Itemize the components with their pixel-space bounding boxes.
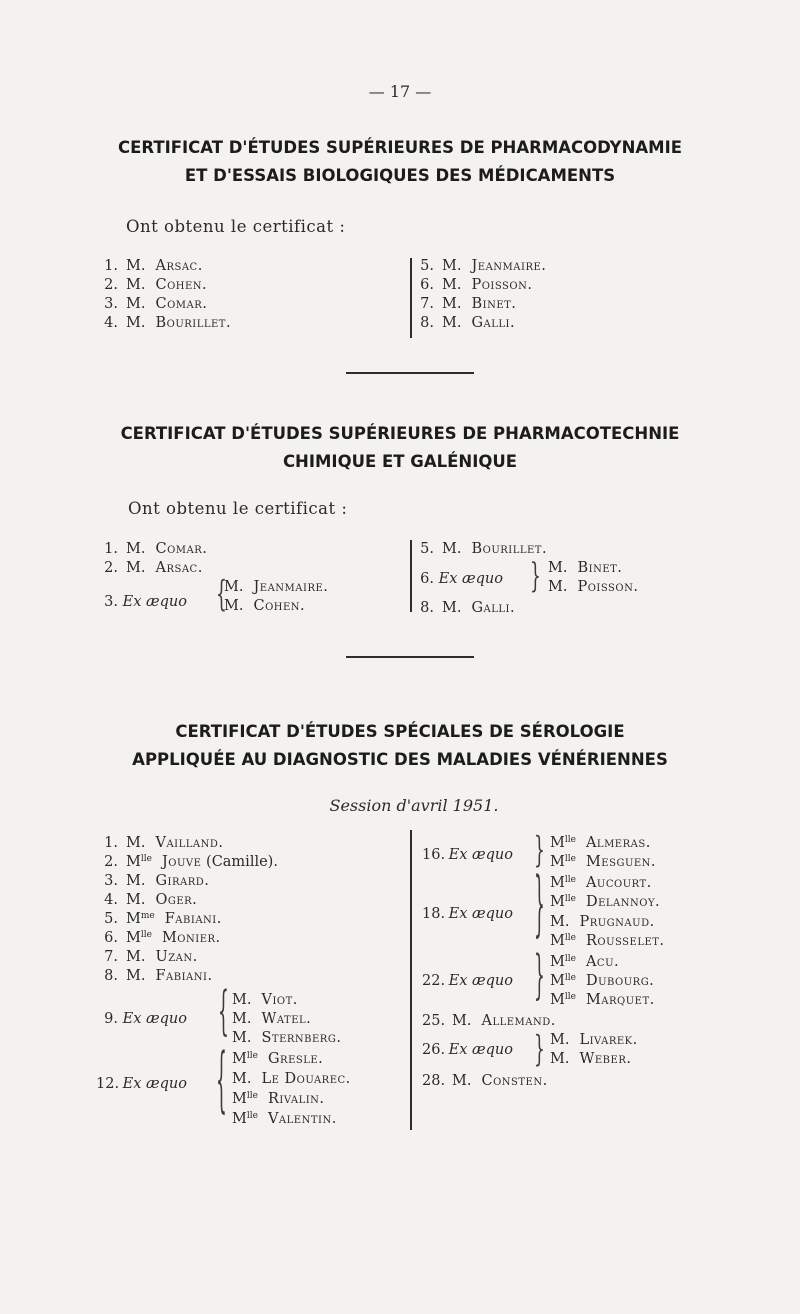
list-item: $M^{lle}$ Rivalin. [232,1091,325,1107]
list-item: 2. M. Arsac. [104,560,203,576]
list-item: 3. M. Comar. [104,296,208,312]
list-item: 8. M. Fabiani. [104,968,213,984]
list-item: 1. M. Arsac. [104,258,203,274]
list-item: $M^{lle}$ Aucourt. [550,875,652,891]
brace-icon: } [530,557,541,597]
list-item: M. Watel. [232,1011,312,1027]
section-1-title-line-1: CERTIFICAT D'ÉTUDES SUPÉRIEURES DE PHARMACODYNAMIE [117,138,683,157]
list-item: 3. M. Girard. [104,873,210,889]
session-label: Session d'avril 1951. [329,796,499,815]
list-item: $M^{lle}$ Valentin. [232,1111,337,1127]
section-2-title-line-1: CERTIFICAT D'ÉTUDES SUPÉRIEURES DE PHARMACOTECHNIE [120,424,680,443]
ex-aequo-label: 6. Ex æquo [420,571,503,587]
list-item: 1. M. Vailland. [104,835,224,851]
list-item: $M^{lle}$ Dubourg. [550,973,655,989]
list-item: M. Livarek. [550,1032,638,1048]
list-item: 8. M. Galli. [420,600,516,616]
section-separator [346,656,474,658]
brace-icon: { [216,573,227,616]
list-item: $M^{lle}$ Almeras. [550,835,651,851]
section-1-title-line-2: ET D'ESSAIS BIOLOGIQUES DES MÉDICAMENTS [184,166,616,185]
list-item: 5. M. Bourillet. [420,541,548,557]
section-1-obtained-label: Ont obtenu le certificat : [126,217,346,236]
list-item: 25. M. Allemand. [422,1013,556,1029]
list-item: M. Weber. [550,1051,632,1067]
list-item: 2. M. Cohen. [104,277,208,293]
list-item: M. Le Douarec. [232,1071,351,1087]
section-3-column-divider [410,830,412,1130]
brace-icon: } [534,1028,545,1071]
section-2-obtained-label: Ont obtenu le certificat : [128,499,348,518]
section-2-title-line-2: CHIMIQUE ET GALÉNIQUE [282,452,518,471]
list-item: M. Jeanmaire. [224,579,329,595]
list-item: 8. M. Galli. [420,315,516,331]
ex-aequo-label: 3. Ex æquo [104,594,187,610]
ex-aequo-label: 16. Ex æquo [422,847,513,863]
brace-icon: } [534,864,545,949]
ex-aequo-label: 18. Ex æquo [422,906,513,922]
list-item: $M^{lle}$ Marquet. [550,992,655,1008]
brace-icon: } [534,945,545,1008]
list-item: 7. M. Binet. [420,296,517,312]
brace-icon: } [534,829,545,872]
list-item: $M^{lle}$ Delannoy. [550,894,661,910]
list-item: 5. M. Jeanmaire. [420,258,547,274]
brace-icon: { [216,1040,227,1125]
list-item: 6. $M^{lle}$ Monier. [104,930,221,946]
list-item: M. Poisson. [548,579,639,595]
section-3-title-line-1: CERTIFICAT D'ÉTUDES SPÉCIALES DE SÉROLOGIE [175,722,625,741]
list-item: 28. M. Consten. [422,1073,548,1089]
list-item: 6. M. Poisson. [420,277,533,293]
list-item: M. Sternberg. [232,1030,342,1046]
list-item: M. Viot. [232,992,298,1008]
list-item: $M^{lle}$ Rousselet. [550,933,665,949]
list-item: 4. M. Oger. [104,892,198,908]
list-item: 1. M. Comar. [104,541,208,557]
list-item: $M^{lle}$ Acu. [550,954,620,970]
ex-aequo-label: 22. Ex æquo [422,973,513,989]
ex-aequo-label: 12. Ex æquo [96,1076,187,1092]
list-item: $M^{lle}$ Mesguen. [550,854,657,870]
list-item: 5. $M^{me}$ Fabiani. [104,911,222,927]
list-item: M. Prugnaud. [550,914,655,930]
section-3-title-line-2: APPLIQUÉE AU DIAGNOSTIC DES MALADIES VÉNÉRIENNES [132,750,668,769]
list-item: 2. $M^{lle}$ Jouve (Camille). [104,854,278,870]
page-number: — 17 — [368,82,432,101]
list-item: M. Cohen. [224,598,306,614]
brace-icon: { [218,981,229,1044]
list-item: 4. M. Bourillet. [104,315,232,331]
list-item: $M^{lle}$ Gresle. [232,1051,324,1067]
section-separator [346,372,474,374]
ex-aequo-label: 9. Ex æquo [104,1011,187,1027]
list-item: 7. M. Uzan. [104,949,198,965]
ex-aequo-label: 26. Ex æquo [422,1042,513,1058]
list-item: M. Binet. [548,560,623,576]
